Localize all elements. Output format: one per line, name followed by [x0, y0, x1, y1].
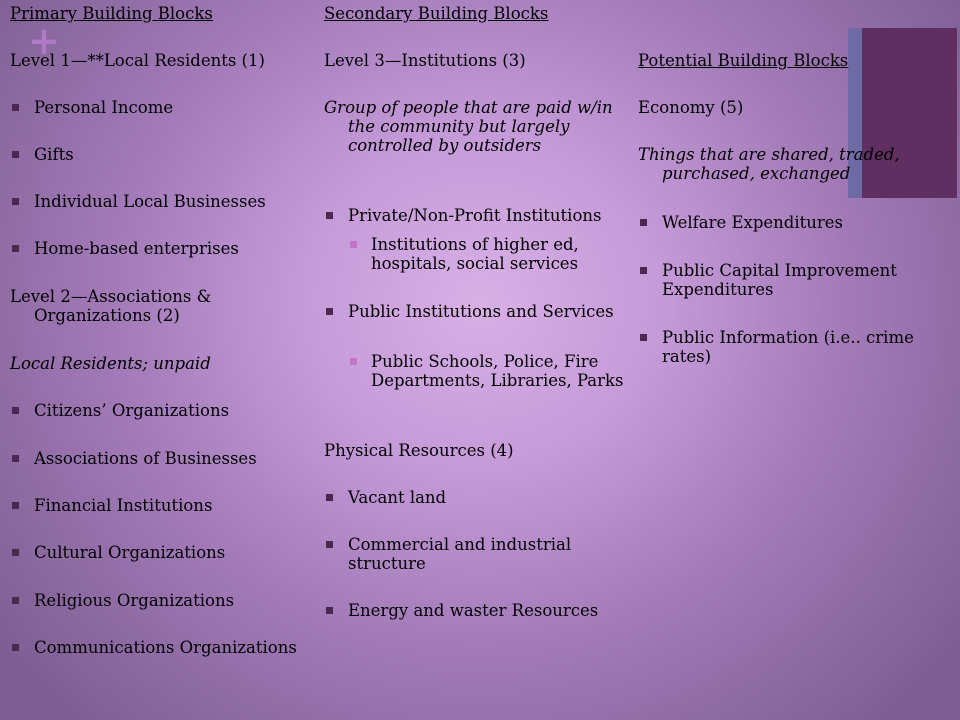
list-item: Financial Institutions — [10, 496, 315, 515]
list-item: Religious Organizations — [10, 591, 315, 610]
list-item: Public Capital Improvement Expenditures — [638, 261, 938, 299]
physical-resources-heading: Physical Resources (4) — [324, 441, 514, 460]
plus-icon: + — [28, 19, 60, 63]
level-3-heading: Level 3—Institutions (3) — [324, 51, 526, 70]
column-heading: Secondary Building Blocks — [324, 4, 549, 23]
level-1-heading: Level 1—**Local Residents (1) — [10, 51, 265, 70]
list-item: Vacant land — [324, 488, 639, 507]
level-2-heading: Level 2—Associations & Organizations (2) — [10, 287, 212, 325]
list-item: Public Information (i.e.. crime rates) — [638, 328, 938, 366]
sub-list-item: Institutions of higher ed, hospitals, social services — [324, 235, 639, 273]
list-item: Associations of Businesses — [10, 449, 315, 468]
economy-note: Things that are shared, traded, purchased, exchanged — [638, 145, 900, 183]
column-heading: Potential Building Blocks — [638, 51, 849, 70]
list-item: Personal Income — [10, 98, 315, 117]
sub-list-item: Public Schools, Police, Fire Departments, Libraries, Parks — [324, 352, 639, 390]
level-3-note: Group of people that are paid w/in the community but largely controlled by outsiders — [324, 98, 613, 155]
list-item: Energy and waster Resources — [324, 601, 639, 620]
list-item: Public Institutions and Services — [324, 302, 639, 321]
list-item: Private/Non-Profit Institutions — [324, 206, 639, 225]
economy-heading: Economy (5) — [638, 98, 744, 117]
list-item: Welfare Expenditures — [638, 213, 938, 232]
list-item: Communications Organizations — [10, 638, 315, 657]
level-2-note: Local Residents; unpaid — [10, 354, 211, 373]
list-item: Individual Local Businesses — [10, 192, 315, 211]
list-item: Gifts — [10, 145, 315, 164]
list-item: Cultural Organizations — [10, 543, 315, 562]
list-item: Citizens’ Organizations — [10, 401, 315, 420]
list-item: Commercial and industrial structure — [324, 535, 639, 573]
list-item: Home-based enterprises — [10, 239, 315, 258]
column-heading: Primary Building Blocks — [10, 4, 213, 23]
